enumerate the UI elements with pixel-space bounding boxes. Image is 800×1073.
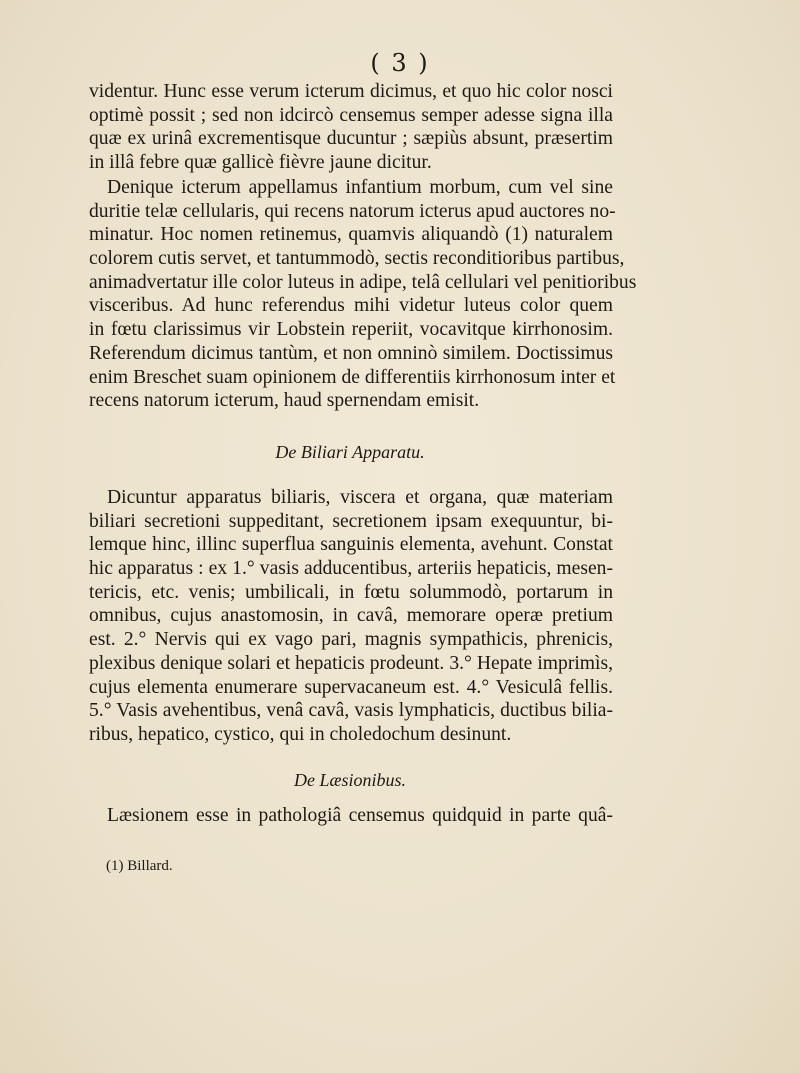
paragraph-3 xyxy=(89,486,613,747)
text-line: plexibus denique solari et hepaticis prodeunt. 3.° Hepate imprimìs, xyxy=(89,652,613,674)
text-line: 5.° Vasis avehentibus, venâ cavâ, vasis lymphaticis, ductibus bilia- xyxy=(89,700,613,722)
text-line: lemque hinc, illinc superflua sanguinis elementa, avehunt. Constat xyxy=(89,534,613,556)
text-line: animadvertatur ille color luteus in adipe, telâ cellulari vel penitioribus xyxy=(89,271,637,293)
text-line: Læsionem esse in pathologiâ censemus quidquid in parte quâ- xyxy=(107,805,613,826)
text-line: duritie telæ cellularis, qui recens natorum icterus apud auctores no- xyxy=(89,200,616,222)
text-line: cujus elementa enumerare supervacaneum est. 4.° Vesiculâ fellis. xyxy=(89,676,613,698)
text-line: Dicuntur apparatus biliaris, viscera et organa, quæ materiam xyxy=(107,487,613,508)
text-line: visceribus. Ad hunc referendus mihi videtur luteus color quem xyxy=(89,295,613,317)
text-line: Referendum dicimus tantùm, et non omninò similem. Doctissimus xyxy=(89,342,613,364)
footnote: (1) Billard. xyxy=(106,858,173,874)
text-line: in illâ febre quæ gallicè fièvre jaune dicitur. xyxy=(89,152,432,174)
paragraph-1 xyxy=(89,80,613,175)
text-line: ribus, hepatico, cystico, qui in choledochum desinunt. xyxy=(89,723,512,745)
text-line: enim Breschet suam opinionem de differentiis kirrhonosum inter et xyxy=(89,366,616,388)
text-line: optimè possit ; sed non idcircò censemus semper adesse signa illa xyxy=(89,104,613,126)
text-line: biliari secretioni suppeditant, secretionem ipsam exequuntur, bi- xyxy=(89,510,613,532)
text-line: est. 2.° Nervis qui ex vago pari, magnis sympathicis, phrenicis, xyxy=(89,629,613,651)
text-line: Denique icterum appellamus infantium morbum, cum vel sine xyxy=(107,177,613,198)
text-line: quæ ex urinâ excrementisque ducuntur ; sæpiùs absunt, præsertim xyxy=(89,128,613,150)
text-line: hic apparatus : ex 1.° vasis adducentibus, arteriis hepaticis, mesen- xyxy=(89,558,613,580)
page-number: ( 3 ) xyxy=(370,49,430,77)
text-line: recens natorum icterum, haud spernendam emisit. xyxy=(89,390,480,412)
text-line: omnibus, cujus anastomosin, in cavâ, memorare operæ pretium xyxy=(89,605,613,627)
section-heading-biliari: De Biliari Apparatu. xyxy=(275,442,425,462)
text-line: videntur. Hunc esse verum icterum dicimus, et quo hic color nosci xyxy=(89,81,613,102)
text-line: minatur. Hoc nomen retinemus, quamvis aliquandò (1) naturalem xyxy=(89,224,613,246)
section-heading-laesionibus: De Læsionibus. xyxy=(293,770,407,790)
text-line: tericis, etc. venis; umbilicali, in fœtu solummodò, portarum in xyxy=(89,581,613,603)
paragraph-2 xyxy=(89,176,637,413)
text-line: colorem cutis servet, et tantummodò, sectis reconditioribus partibus, xyxy=(89,248,625,270)
paragraph-4 xyxy=(89,804,613,828)
text-line: in fœtu clarissimus vir Lobstein reperiit, vocavitque kirrhonosim. xyxy=(89,319,613,341)
